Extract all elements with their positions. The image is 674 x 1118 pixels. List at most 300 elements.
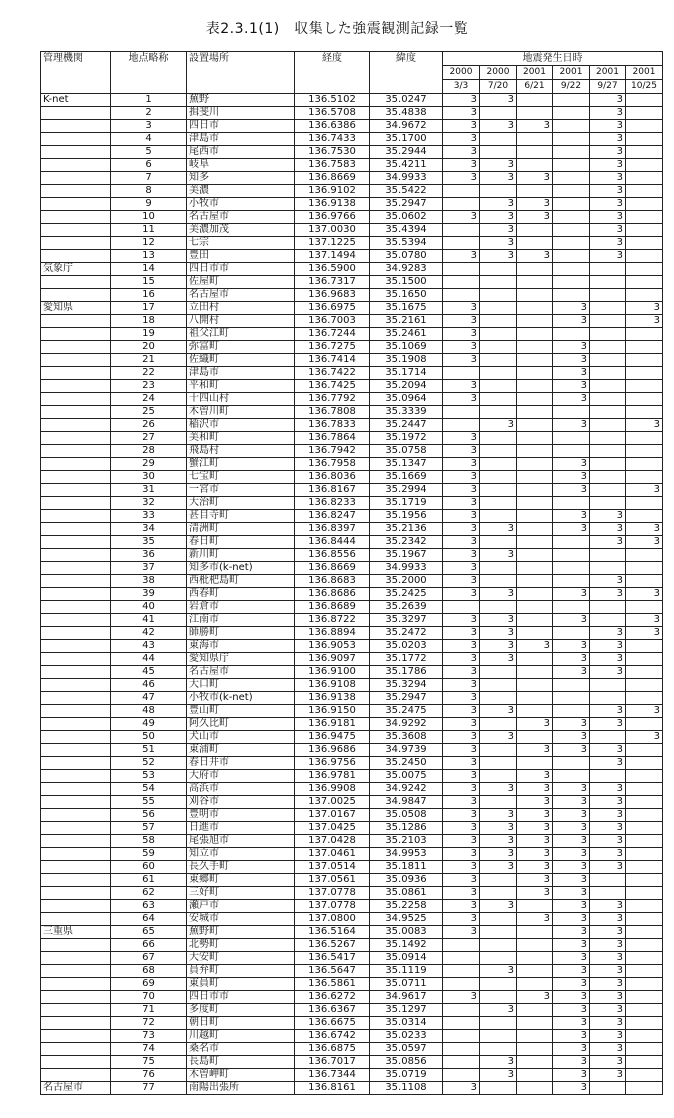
cell-eq <box>443 198 480 211</box>
cell-org <box>41 588 111 601</box>
cell-eq <box>626 835 663 848</box>
cell-eq: 3 <box>443 913 480 926</box>
cell-org: 愛知県 <box>41 302 111 315</box>
cell-eq: 3 <box>443 614 480 627</box>
cell-code: 15 <box>111 276 187 289</box>
cell-eq <box>590 497 626 510</box>
cell-eq: 3 <box>590 835 626 848</box>
cell-site: 知多 <box>187 172 295 185</box>
cell-site: 南陽出張所 <box>187 1082 295 1095</box>
cell-lat: 35.2136 <box>370 523 443 536</box>
cell-eq: 3 <box>443 523 480 536</box>
cell-code: 35 <box>111 536 187 549</box>
cell-eq <box>553 705 590 718</box>
cell-site: 刈谷市 <box>187 796 295 809</box>
cell-eq <box>626 1043 663 1056</box>
cell-eq: 3 <box>480 120 517 133</box>
cell-eq <box>590 315 626 328</box>
cell-lat: 34.9292 <box>370 718 443 731</box>
cell-code: 18 <box>111 315 187 328</box>
cell-eq <box>626 757 663 770</box>
cell-eq <box>443 419 480 432</box>
cell-eq <box>517 497 553 510</box>
cell-eq: 3 <box>443 302 480 315</box>
cell-eq: 3 <box>553 848 590 861</box>
cell-eq: 3 <box>626 484 663 497</box>
cell-eq <box>517 549 553 562</box>
cell-eq <box>480 484 517 497</box>
cell-lon: 136.7864 <box>295 432 370 445</box>
cell-org <box>41 432 111 445</box>
cell-eq: 3 <box>553 367 590 380</box>
cell-lon: 136.7244 <box>295 328 370 341</box>
cell-eq <box>553 289 590 302</box>
cell-eq: 3 <box>443 692 480 705</box>
cell-eq <box>480 354 517 367</box>
cell-site: 愛知県庁 <box>187 653 295 666</box>
cell-eq <box>517 575 553 588</box>
cell-code: 10 <box>111 211 187 224</box>
table-row <box>41 341 663 354</box>
cell-eq <box>480 1017 517 1030</box>
header-code: 地点略称 <box>111 52 187 94</box>
cell-org: 名古屋市 <box>41 1082 111 1095</box>
cell-org <box>41 549 111 562</box>
cell-eq <box>517 367 553 380</box>
cell-eq: 3 <box>553 809 590 822</box>
cell-eq <box>626 874 663 887</box>
table-row <box>41 445 663 458</box>
cell-eq: 3 <box>443 731 480 744</box>
cell-eq <box>443 978 480 991</box>
cell-code: 30 <box>111 471 187 484</box>
cell-eq: 3 <box>590 1069 626 1082</box>
table-row <box>41 588 663 601</box>
cell-lat: 35.4838 <box>370 107 443 120</box>
cell-lat: 35.3339 <box>370 406 443 419</box>
cell-eq <box>480 692 517 705</box>
table-row <box>41 432 663 445</box>
cell-eq <box>590 679 626 692</box>
cell-code: 44 <box>111 653 187 666</box>
cell-org <box>41 185 111 198</box>
cell-org <box>41 978 111 991</box>
cell-lon: 136.8669 <box>295 172 370 185</box>
cell-eq <box>590 328 626 341</box>
cell-lon: 137.0778 <box>295 887 370 900</box>
cell-lat: 34.9283 <box>370 263 443 276</box>
cell-eq <box>480 445 517 458</box>
cell-lon: 136.7344 <box>295 1069 370 1082</box>
cell-eq: 3 <box>590 588 626 601</box>
cell-eq: 3 <box>480 848 517 861</box>
cell-code: 60 <box>111 861 187 874</box>
cell-eq <box>480 536 517 549</box>
cell-eq: 3 <box>517 991 553 1004</box>
cell-eq <box>626 848 663 861</box>
cell-lon: 136.9756 <box>295 757 370 770</box>
header-eq-year: 2001 <box>553 66 590 80</box>
cell-site: 清洲町 <box>187 523 295 536</box>
cell-eq <box>626 328 663 341</box>
cell-lat: 35.2258 <box>370 900 443 913</box>
cell-eq: 3 <box>443 341 480 354</box>
cell-lat: 34.9617 <box>370 991 443 1004</box>
cell-eq <box>480 367 517 380</box>
cell-eq <box>590 354 626 367</box>
cell-site: 知多市(k-net) <box>187 562 295 575</box>
cell-eq <box>443 185 480 198</box>
cell-eq: 3 <box>443 783 480 796</box>
cell-site: 飛島村 <box>187 445 295 458</box>
cell-eq: 3 <box>480 523 517 536</box>
cell-org <box>41 848 111 861</box>
cell-site: 小牧市 <box>187 198 295 211</box>
cell-eq: 3 <box>553 1043 590 1056</box>
table-row <box>41 172 663 185</box>
cell-lat: 35.4394 <box>370 224 443 237</box>
table-row <box>41 393 663 406</box>
cell-lat: 35.1650 <box>370 289 443 302</box>
cell-eq: 3 <box>443 562 480 575</box>
cell-eq: 3 <box>553 588 590 601</box>
cell-lon: 136.7792 <box>295 393 370 406</box>
cell-eq <box>480 380 517 393</box>
cell-site: 西春町 <box>187 588 295 601</box>
cell-eq <box>590 874 626 887</box>
cell-lat: 35.0597 <box>370 1043 443 1056</box>
cell-eq <box>590 406 626 419</box>
cell-eq: 3 <box>590 211 626 224</box>
cell-eq: 3 <box>553 796 590 809</box>
cell-eq <box>480 978 517 991</box>
cell-eq <box>517 1017 553 1030</box>
cell-eq <box>517 757 553 770</box>
cell-org <box>41 770 111 783</box>
cell-code: 72 <box>111 1017 187 1030</box>
cell-org <box>41 627 111 640</box>
table-row <box>41 731 663 744</box>
cell-eq: 3 <box>443 497 480 510</box>
cell-eq: 3 <box>443 705 480 718</box>
cell-eq: 3 <box>590 575 626 588</box>
cell-eq: 3 <box>443 211 480 224</box>
cell-code: 67 <box>111 952 187 965</box>
cell-eq <box>480 276 517 289</box>
cell-lat: 35.2461 <box>370 328 443 341</box>
cell-eq <box>443 406 480 419</box>
cell-eq: 3 <box>480 965 517 978</box>
cell-eq: 3 <box>590 705 626 718</box>
cell-eq <box>553 211 590 224</box>
cell-code: 37 <box>111 562 187 575</box>
cell-eq: 3 <box>590 939 626 952</box>
cell-site: 小牧市(k-net) <box>187 692 295 705</box>
table-row <box>41 822 663 835</box>
cell-code: 28 <box>111 445 187 458</box>
cell-eq <box>480 601 517 614</box>
table-row <box>41 276 663 289</box>
cell-lat: 35.2994 <box>370 484 443 497</box>
cell-eq <box>517 419 553 432</box>
cell-eq <box>626 783 663 796</box>
cell-site: 名古屋市 <box>187 289 295 302</box>
cell-eq <box>553 445 590 458</box>
cell-eq: 3 <box>480 640 517 653</box>
cell-eq <box>626 861 663 874</box>
cell-lat: 35.0964 <box>370 393 443 406</box>
cell-org <box>41 900 111 913</box>
cell-eq <box>480 757 517 770</box>
table-row <box>41 159 663 172</box>
cell-eq <box>626 666 663 679</box>
cell-lat: 35.0203 <box>370 640 443 653</box>
cell-eq: 3 <box>590 1043 626 1056</box>
cell-eq <box>443 601 480 614</box>
cell-eq: 3 <box>480 250 517 263</box>
header-eq-date: 9/22 <box>553 80 590 94</box>
cell-eq <box>626 289 663 302</box>
cell-lat: 35.1972 <box>370 432 443 445</box>
cell-code: 50 <box>111 731 187 744</box>
cell-eq <box>590 445 626 458</box>
cell-lat: 35.0083 <box>370 926 443 939</box>
cell-eq: 3 <box>480 1069 517 1082</box>
cell-site: 蕪野町 <box>187 926 295 939</box>
cell-eq <box>626 770 663 783</box>
cell-site: 豊田 <box>187 250 295 263</box>
cell-code: 63 <box>111 900 187 913</box>
cell-lat: 35.0075 <box>370 770 443 783</box>
cell-lat: 35.2475 <box>370 705 443 718</box>
cell-site: 尾張旭市 <box>187 835 295 848</box>
cell-eq <box>517 185 553 198</box>
cell-lat: 35.1719 <box>370 497 443 510</box>
cell-eq: 3 <box>443 679 480 692</box>
cell-code: 55 <box>111 796 187 809</box>
table-row <box>41 250 663 263</box>
cell-eq <box>553 185 590 198</box>
cell-eq <box>626 913 663 926</box>
cell-eq: 3 <box>590 250 626 263</box>
cell-eq <box>517 965 553 978</box>
cell-eq <box>626 796 663 809</box>
cell-org <box>41 198 111 211</box>
cell-lat: 34.9672 <box>370 120 443 133</box>
cell-code: 59 <box>111 848 187 861</box>
cell-code: 5 <box>111 146 187 159</box>
cell-eq: 3 <box>553 666 590 679</box>
cell-eq <box>480 328 517 341</box>
cell-eq <box>443 1030 480 1043</box>
cell-eq <box>626 367 663 380</box>
cell-eq <box>480 991 517 1004</box>
cell-org <box>41 120 111 133</box>
cell-site: 一宮市 <box>187 484 295 497</box>
table-row <box>41 315 663 328</box>
cell-org <box>41 913 111 926</box>
cell-eq <box>626 445 663 458</box>
cell-lon: 136.6875 <box>295 1043 370 1056</box>
cell-org <box>41 471 111 484</box>
cell-eq <box>480 185 517 198</box>
cell-eq <box>517 380 553 393</box>
cell-eq <box>517 692 553 705</box>
cell-org <box>41 731 111 744</box>
cell-code: 48 <box>111 705 187 718</box>
table-row <box>41 1030 663 1043</box>
cell-lon: 136.8669 <box>295 562 370 575</box>
cell-eq: 3 <box>590 185 626 198</box>
cell-eq <box>626 1069 663 1082</box>
cell-eq <box>480 263 517 276</box>
cell-code: 70 <box>111 991 187 1004</box>
cell-lon: 136.7422 <box>295 367 370 380</box>
cell-code: 17 <box>111 302 187 315</box>
cell-eq: 3 <box>590 1004 626 1017</box>
cell-lat: 35.2450 <box>370 757 443 770</box>
cell-org <box>41 809 111 822</box>
cell-eq <box>626 562 663 575</box>
cell-code: 75 <box>111 1056 187 1069</box>
cell-eq <box>517 328 553 341</box>
cell-eq: 3 <box>480 159 517 172</box>
cell-org <box>41 562 111 575</box>
cell-eq <box>553 159 590 172</box>
table-row <box>41 718 663 731</box>
cell-eq: 3 <box>553 822 590 835</box>
cell-code: 52 <box>111 757 187 770</box>
cell-eq <box>626 432 663 445</box>
cell-org <box>41 1017 111 1030</box>
cell-lon: 136.9475 <box>295 731 370 744</box>
cell-eq: 3 <box>517 861 553 874</box>
cell-eq <box>590 276 626 289</box>
cell-eq: 3 <box>480 900 517 913</box>
cell-lon: 137.0561 <box>295 874 370 887</box>
cell-eq <box>517 731 553 744</box>
cell-eq: 3 <box>517 783 553 796</box>
cell-eq: 3 <box>517 172 553 185</box>
cell-site: 犬山市 <box>187 731 295 744</box>
cell-code: 61 <box>111 874 187 887</box>
cell-eq: 3 <box>553 965 590 978</box>
header-lon: 経度 <box>295 52 370 94</box>
table-row <box>41 367 663 380</box>
table-row <box>41 185 663 198</box>
cell-lon: 136.9100 <box>295 666 370 679</box>
cell-org <box>41 367 111 380</box>
cell-eq: 3 <box>590 952 626 965</box>
cell-eq: 3 <box>443 991 480 1004</box>
cell-code: 58 <box>111 835 187 848</box>
cell-eq <box>480 796 517 809</box>
cell-eq <box>553 198 590 211</box>
header-site: 設置場所 <box>187 52 295 94</box>
cell-lon: 137.0778 <box>295 900 370 913</box>
cell-lon: 136.9053 <box>295 640 370 653</box>
cell-eq <box>626 926 663 939</box>
cell-eq: 3 <box>517 718 553 731</box>
cell-eq: 3 <box>443 94 480 107</box>
cell-lat: 35.1297 <box>370 1004 443 1017</box>
cell-eq <box>517 523 553 536</box>
cell-lat: 35.3608 <box>370 731 443 744</box>
cell-eq <box>590 302 626 315</box>
cell-eq <box>626 146 663 159</box>
cell-eq <box>443 1017 480 1030</box>
cell-lon: 137.0425 <box>295 822 370 835</box>
cell-lon: 136.9102 <box>295 185 370 198</box>
header-eq-year: 2000 <box>443 66 480 80</box>
cell-eq <box>590 432 626 445</box>
table-row <box>41 419 663 432</box>
cell-org <box>41 874 111 887</box>
cell-eq <box>517 900 553 913</box>
cell-lon: 136.7583 <box>295 159 370 172</box>
cell-lat: 35.0936 <box>370 874 443 887</box>
table-row <box>41 224 663 237</box>
cell-eq: 3 <box>443 120 480 133</box>
cell-eq <box>480 289 517 302</box>
cell-lat: 35.3294 <box>370 679 443 692</box>
cell-code: 25 <box>111 406 187 419</box>
cell-eq <box>480 1043 517 1056</box>
cell-lon: 136.6675 <box>295 1017 370 1030</box>
cell-eq <box>553 497 590 510</box>
cell-lat: 35.1811 <box>370 861 443 874</box>
cell-eq <box>517 276 553 289</box>
table-row <box>41 900 663 913</box>
cell-lat: 35.2947 <box>370 198 443 211</box>
cell-eq <box>626 952 663 965</box>
cell-lat: 35.1347 <box>370 458 443 471</box>
cell-eq: 3 <box>590 1056 626 1069</box>
cell-eq: 3 <box>443 458 480 471</box>
cell-eq: 3 <box>553 718 590 731</box>
cell-eq <box>517 536 553 549</box>
cell-org <box>41 783 111 796</box>
cell-org <box>41 614 111 627</box>
table-row <box>41 263 663 276</box>
cell-eq: 3 <box>590 107 626 120</box>
cell-org <box>41 107 111 120</box>
cell-eq: 3 <box>590 224 626 237</box>
cell-eq: 3 <box>517 913 553 926</box>
cell-lat: 35.2161 <box>370 315 443 328</box>
table-row <box>41 978 663 991</box>
cell-eq: 3 <box>553 419 590 432</box>
cell-eq <box>517 588 553 601</box>
cell-lon: 136.8683 <box>295 575 370 588</box>
cell-eq <box>626 406 663 419</box>
cell-lat: 35.2425 <box>370 588 443 601</box>
cell-lon: 136.9138 <box>295 198 370 211</box>
cell-eq <box>553 224 590 237</box>
cell-eq <box>590 601 626 614</box>
cell-eq: 3 <box>443 107 480 120</box>
cell-org <box>41 133 111 146</box>
table-row <box>41 939 663 952</box>
cell-eq: 3 <box>480 588 517 601</box>
cell-eq: 3 <box>553 653 590 666</box>
cell-eq: 3 <box>517 887 553 900</box>
cell-eq <box>590 393 626 406</box>
cell-eq: 3 <box>590 978 626 991</box>
cell-eq <box>626 458 663 471</box>
cell-eq <box>480 926 517 939</box>
cell-lon: 137.0025 <box>295 796 370 809</box>
